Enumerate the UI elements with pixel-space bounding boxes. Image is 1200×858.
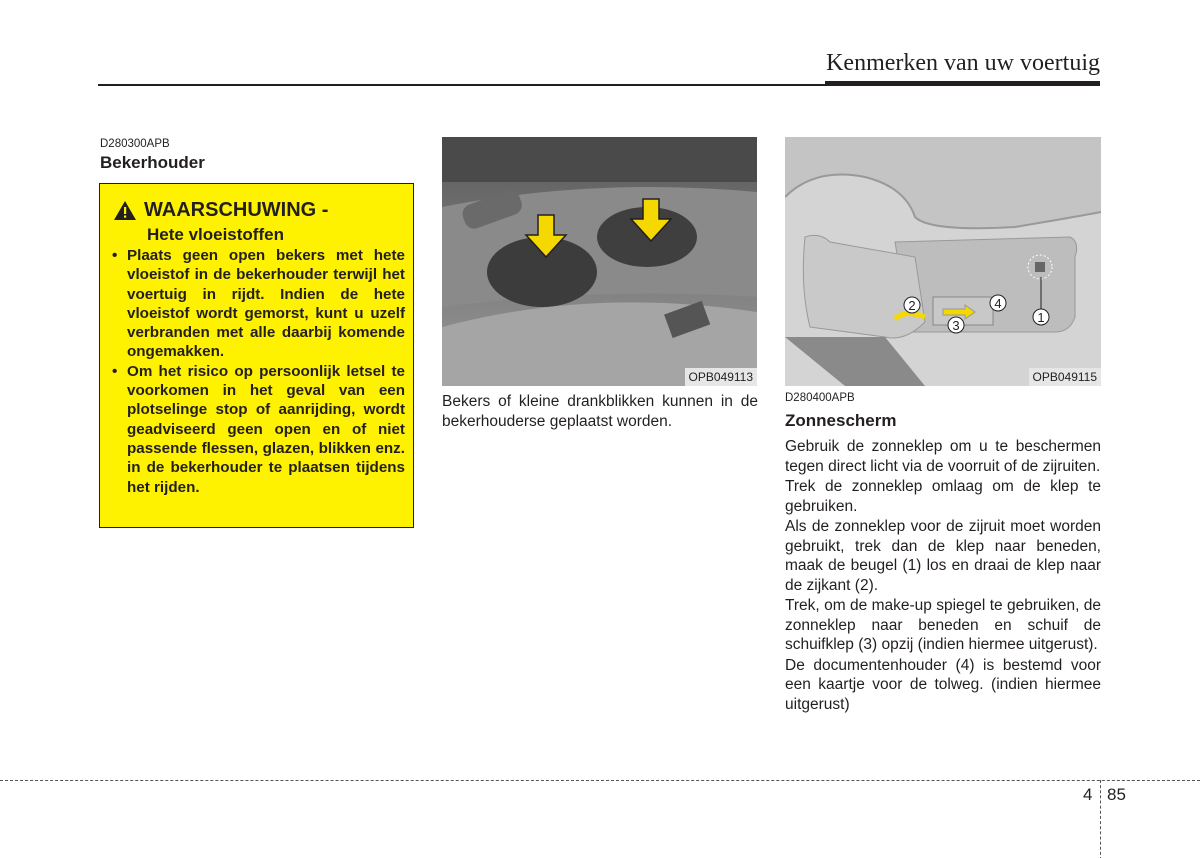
section-code: D280300APB [100,138,170,150]
paragraph: Als de zonneklep voor de zijruit moet worden gebruikt, trek dan de klep naar beneden, maak de beugel (1) los en draai de klep naar de zijkant (2). [785,518,1101,594]
cupholder-image [442,137,757,386]
section-heading: Zonnescherm [785,411,897,430]
paragraph: Trek de zonneklep omlaag om de klep te gebruiken. [785,478,1101,515]
warning-bullet: • Om het risico op persoonlijk letsel te voorkomen in het geval van een plotselinge stop of aanrijding, wordt geadviseerd geen open en of niet passende flessen, glazen, blikken enz. in de bekerhouder te plaatsen tijdens het rijden. [110,362,405,497]
cupholder-caption: Bekers of kleine drankblikken kunnen in de bekerhouderse geplaatst worden. [442,393,758,430]
callout-2: 2 [908,298,916,313]
header-rule [98,84,1100,86]
chapter-number: 4 [1083,785,1093,804]
callout-1: 1 [1037,310,1045,325]
page-number: 85 [1107,785,1126,804]
paragraph: De documentenhouder (4) is bestemd voor een kaartje voor de tolweg. (indien hiermee uitgerust) [785,656,1101,713]
image-code: OPB049115 [1029,368,1102,386]
warning-bullet: • Plaats geen open bekers met hete vloeistof in de bekerhouder terwijl het voertuig in rijdt. Indien de hete vloeistof wordt gemorst, kunt u uzelf verbranden met alle daarbij komende ongemakken. [110,246,405,362]
sunvisor-image [785,137,1101,386]
footer-rule [0,780,1200,781]
warning-subtitle: Hete vloeistoffen [147,225,284,244]
paragraph: Trek, om de make-up spiegel te gebruiken, de zonneklep naar beneden en schuif de schuifklep (3) opzij (indien hiermee uitgerust). [785,597,1101,653]
image-code: OPB049113 [685,368,758,386]
warning-box [99,183,414,528]
section-code: D280400APB [785,392,855,404]
footer-divider [1100,780,1101,858]
page-header-title: Kenmerken van uw voertuig [826,50,1100,76]
sunvisor-text [785,437,1101,715]
paragraph: Gebruik de zonneklep om u te beschermen tegen direct licht via de voorruit of de zijruiten. [785,438,1101,475]
callout-4: 4 [994,296,1002,311]
callout-3: 3 [952,318,960,333]
warning-title: WAARSCHUWING - [144,199,329,221]
warning-triangle-icon [114,201,136,220]
section-heading: Bekerhouder [100,153,205,172]
